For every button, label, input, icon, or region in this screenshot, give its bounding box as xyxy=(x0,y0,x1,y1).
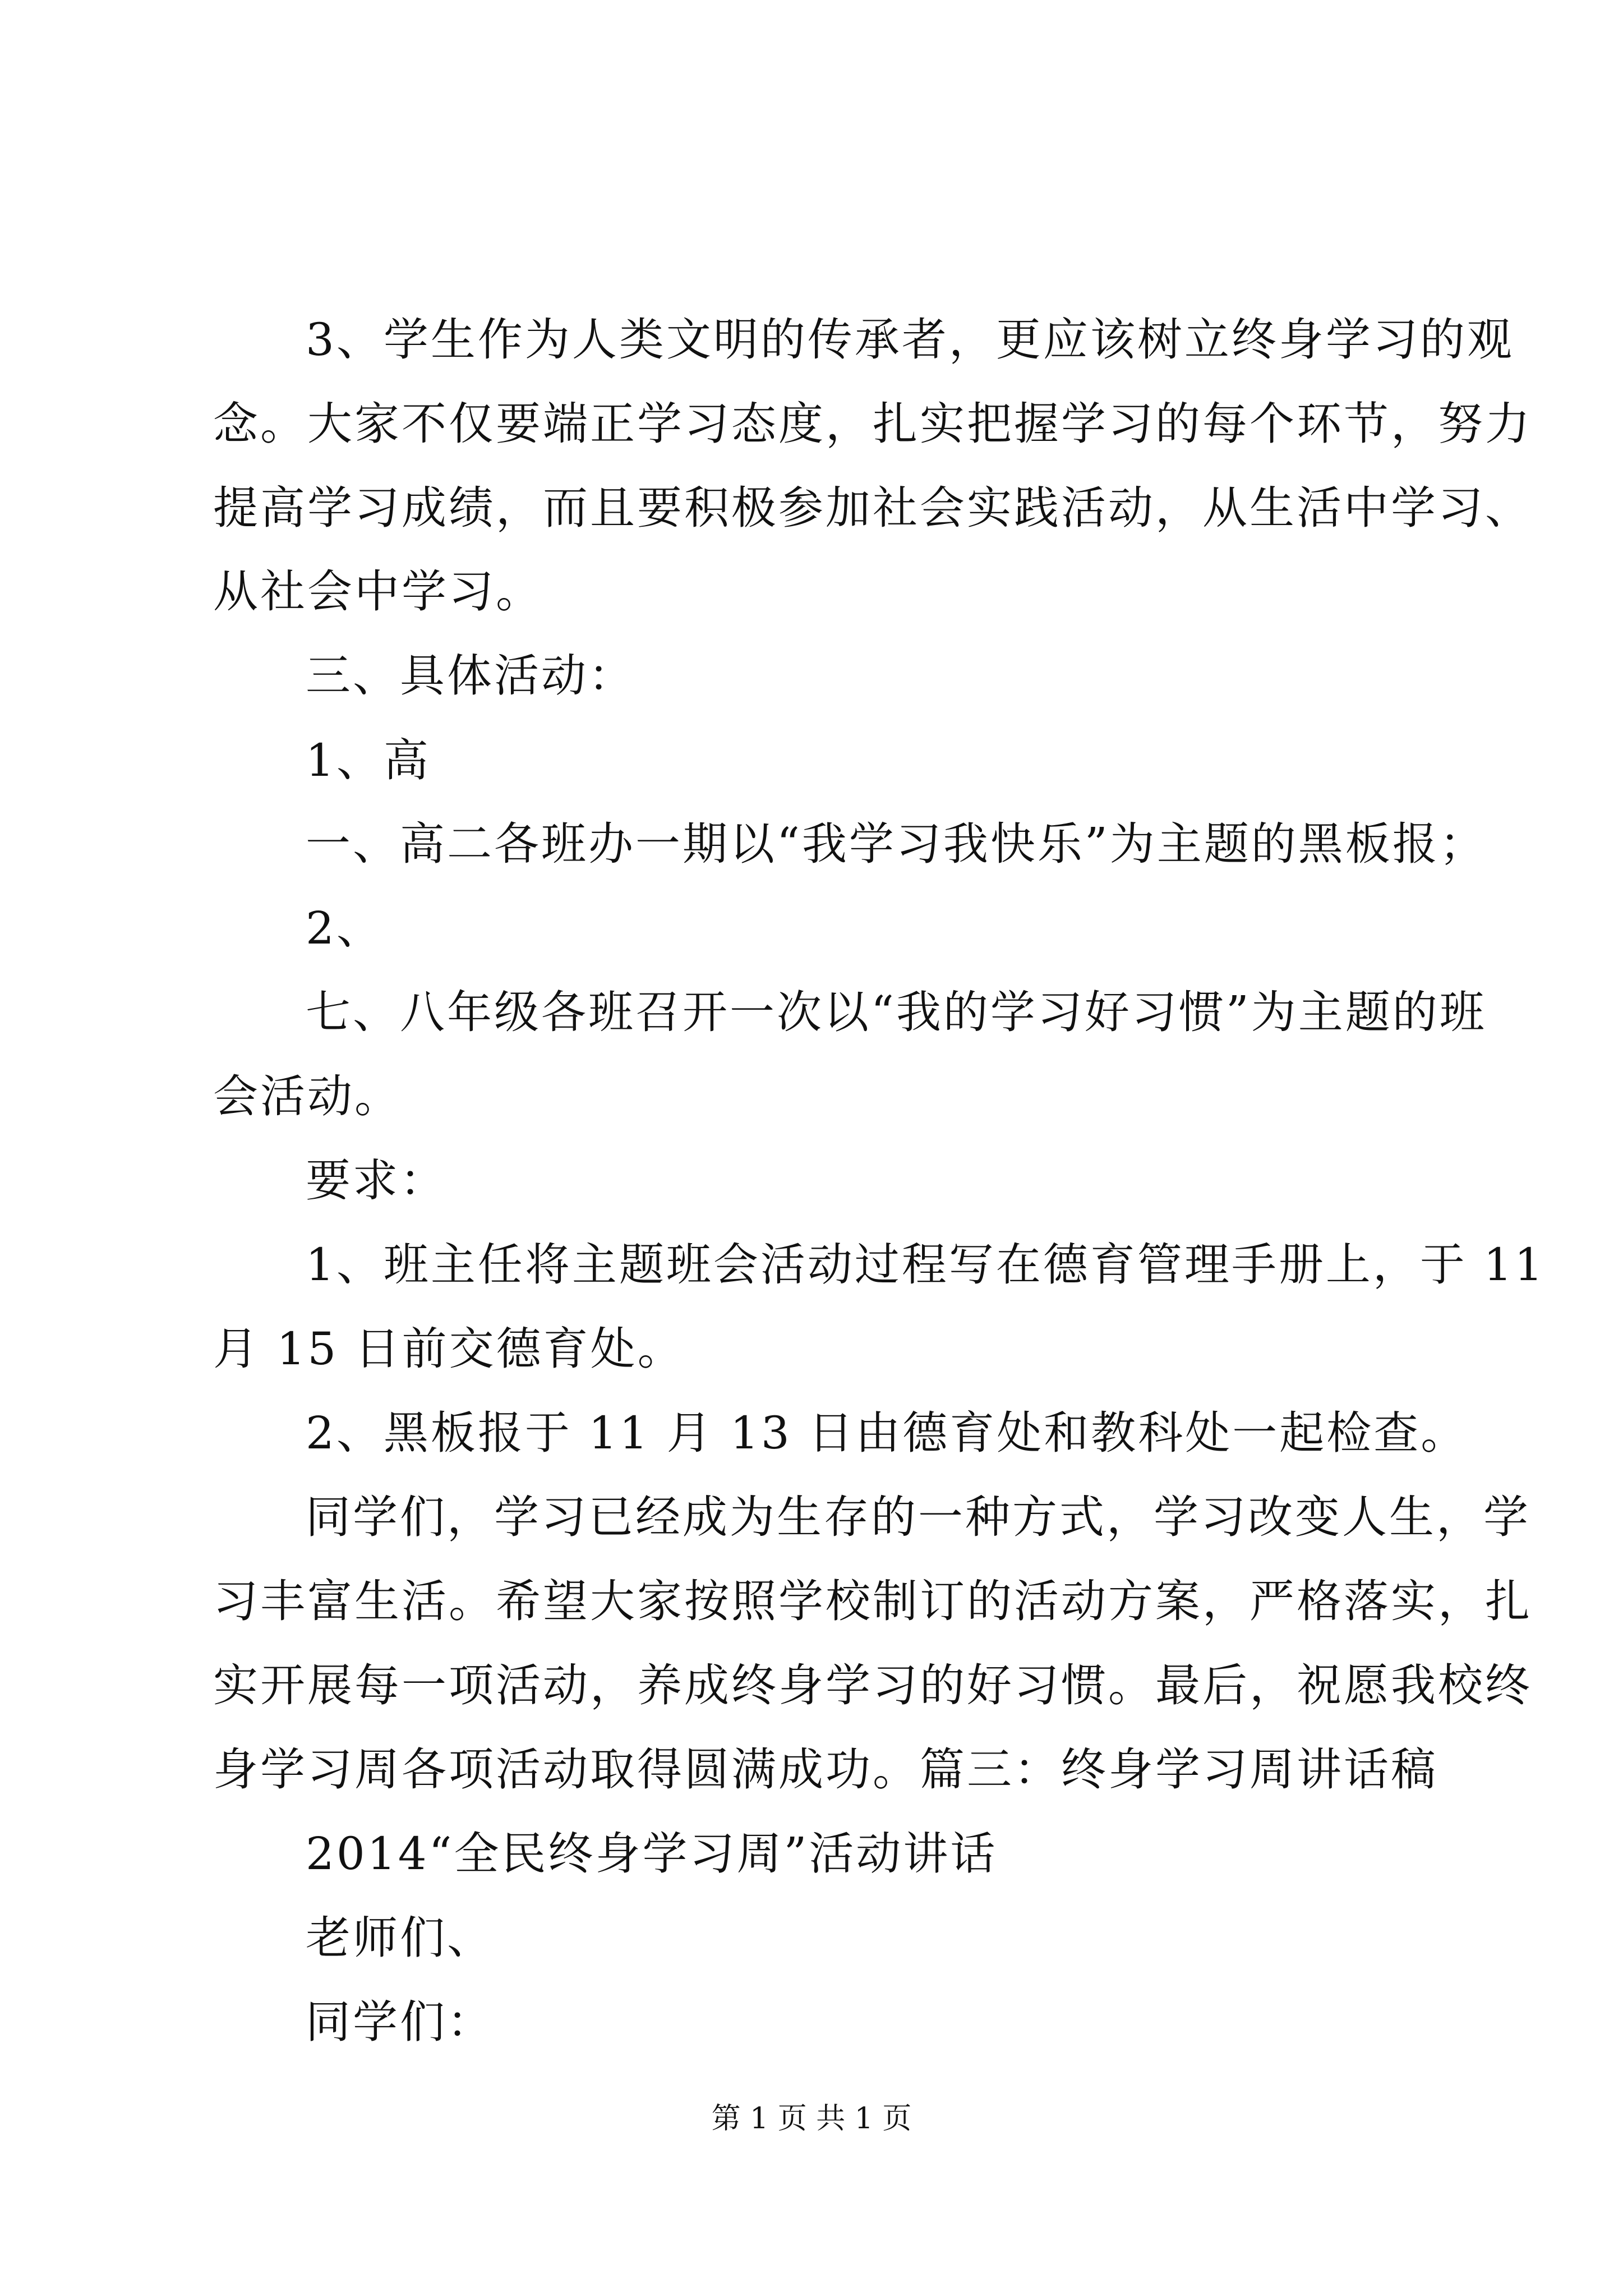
page-footer: 第 1 页 共 1 页 xyxy=(711,2102,912,2136)
text-line: 老师们、 xyxy=(306,1912,494,1964)
text-line: 实开展每一项活动，养成终身学习的好习惯。最后，祝愿我校终 xyxy=(213,1659,1532,1711)
text-line: 同学们，学习已经成为生存的一种方式，学习改变人生，学 xyxy=(306,1491,1530,1543)
section-heading: 三、具体活动： xyxy=(306,650,635,702)
text-line: 会活动。 xyxy=(213,1070,402,1122)
text-line: 同学们： xyxy=(306,1996,494,2048)
text-line: 月 15 日前交德育处。 xyxy=(213,1323,685,1375)
text-line: 从社会中学习。 xyxy=(213,565,543,618)
text-line: 习丰富生活。希望大家按照学校制订的活动方案，严格落实，扎 xyxy=(213,1575,1532,1627)
text-line: 一、高二各班办一期以“我学习我快乐”为主题的黑板报； xyxy=(306,818,1487,870)
text-line: 2、黑板报于 11 月 13 日由德育处和教科处一起检查。 xyxy=(306,1407,1468,1459)
section-heading: 要求： xyxy=(306,1154,447,1207)
text-line: 1、高 xyxy=(306,734,431,786)
text-line: 提高学习成绩，而且要积极参加社会实践活动，从生活中学习、 xyxy=(213,482,1532,534)
text-line: 1、班主任将主题班会活动过程写在德育管理手册上，于 11 xyxy=(306,1239,1546,1291)
text-line: 2、 xyxy=(306,902,384,954)
text-line: 七、八年级各班召开一次以“我的学习好习惯”为主题的班 xyxy=(306,986,1487,1038)
text-line: 3、学生作为人类文明的传承者，更应该树立终身学习的观 xyxy=(306,314,1514,366)
text-line: 身学习周各项活动取得圆满成功。篇三：终身学习周讲话稿 xyxy=(213,1743,1438,1796)
text-line: 念。大家不仅要端正学习态度，扎实把握学习的每个环节，努力 xyxy=(213,398,1532,450)
text-line: 2014“全民终身学习周”活动讲话 xyxy=(306,1828,998,1880)
